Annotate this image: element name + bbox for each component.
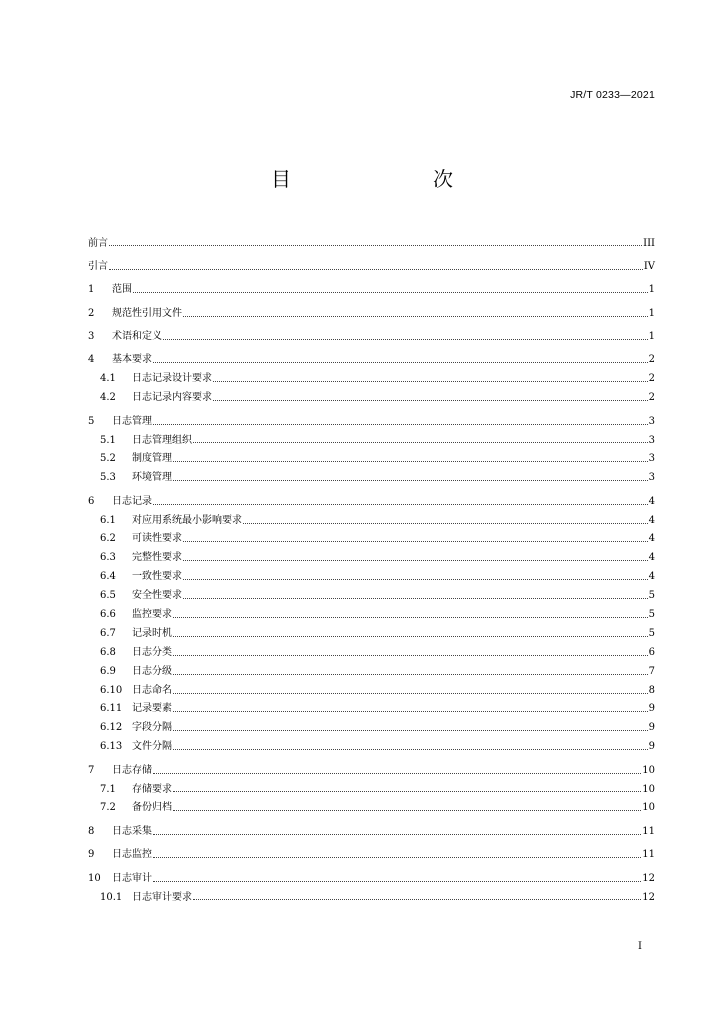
toc-entry-page: 5: [648, 590, 655, 602]
toc-entry-page: 10: [642, 783, 655, 795]
toc-entry[interactable]: [88, 257, 655, 276]
toc-entry-page: 4: [648, 514, 655, 526]
toc-leader-dots: [173, 730, 648, 731]
toc-entry-number: 6.4: [100, 571, 116, 583]
toc-leader-dots: [173, 617, 648, 618]
toc-entry-title: 一致性要求: [132, 571, 182, 583]
toc-leader-dots: [173, 655, 648, 656]
toc-leader-dots: [109, 269, 643, 270]
toc-entry-number: 5.3: [100, 472, 116, 484]
toc-entry-page: 5: [648, 627, 655, 639]
toc-entry-number: 5: [88, 415, 95, 427]
toc-entry[interactable]: [88, 798, 655, 817]
toc-entry-page: 3: [648, 472, 655, 484]
toc-entry-title: 存储要求: [132, 783, 172, 795]
toc-entry-number: 4.1: [100, 373, 116, 385]
toc-entry[interactable]: [88, 586, 655, 605]
toc-entry-page: 1: [648, 284, 655, 296]
toc-entry-title: 日志命名: [132, 684, 172, 696]
toc-entry-title: 完整性要求: [132, 552, 182, 564]
toc-leader-dots: [183, 541, 648, 542]
toc-entry-number: 3: [88, 331, 95, 343]
toc-entry-number: 6.7: [100, 627, 116, 639]
toc-entry-title: 安全性要求: [132, 590, 182, 602]
toc-entry-page: 8: [648, 684, 655, 696]
toc-entry-title: 记录要素: [132, 703, 172, 715]
toc-entry-number: 7: [88, 764, 95, 776]
toc-entry-page: 11: [642, 849, 655, 861]
toc-entry[interactable]: [88, 662, 655, 681]
toc-entry-title: 规范性引用文件: [112, 307, 182, 319]
toc-entry-title: 术语和定义: [112, 331, 162, 343]
toc-leader-dots: [153, 773, 641, 774]
toc-entry[interactable]: [88, 412, 655, 431]
toc-entry-title: 对应用系统最小影响要求: [132, 514, 242, 526]
toc-leader-dots: [153, 881, 641, 882]
toc-leader-dots: [183, 560, 648, 561]
toc-entry-page: 10: [642, 802, 655, 814]
toc-entry-number: 6.8: [100, 646, 116, 658]
toc-entry-number: 5.1: [100, 434, 116, 446]
toc-entry-number: 6: [88, 495, 95, 507]
toc-leader-dots: [173, 674, 648, 675]
toc-entry-title: 基本要求: [112, 354, 152, 366]
toc-entry-page: 11: [642, 825, 655, 837]
toc-leader-dots: [213, 381, 648, 382]
toc-entry-page: IV: [643, 260, 655, 272]
toc-entry-page: 5: [648, 609, 655, 621]
toc-entry[interactable]: [88, 234, 655, 253]
toc-entry-page: 1: [648, 307, 655, 319]
toc-entry[interactable]: [88, 869, 655, 888]
toc-entry-title: 日志管理组织: [132, 434, 192, 446]
toc-leader-dots: [173, 461, 648, 462]
toc-entry-number: 4.2: [100, 392, 116, 404]
toc-leader-dots: [173, 791, 641, 792]
table-of-contents: [88, 229, 655, 906]
toc-entry[interactable]: [88, 280, 655, 299]
toc-leader-dots: [153, 362, 648, 363]
toc-entry-title: 记录时机: [132, 627, 172, 639]
toc-entry-number: 7.1: [100, 783, 116, 795]
toc-entry[interactable]: [88, 492, 655, 511]
toc-entry-title: 日志监控: [112, 849, 152, 861]
toc-entry-page: 2: [648, 392, 655, 404]
toc-entry-page: 4: [648, 533, 655, 545]
toc-entry-page: 3: [648, 434, 655, 446]
toc-entry-title: 前言: [88, 237, 108, 249]
toc-entry-title: 日志记录内容要求: [132, 392, 212, 404]
toc-entry[interactable]: [88, 643, 655, 662]
toc-entry-number: 5.2: [100, 453, 116, 465]
toc-leader-dots: [153, 834, 641, 835]
toc-entry-title: 日志记录: [112, 495, 152, 507]
toc-entry[interactable]: [88, 888, 655, 907]
toc-entry[interactable]: [88, 567, 655, 586]
toc-leader-dots: [173, 693, 648, 694]
toc-entry[interactable]: [88, 350, 655, 369]
toc-entry[interactable]: [88, 699, 655, 718]
toc-leader-dots: [183, 579, 648, 580]
toc-leader-dots: [213, 400, 648, 401]
toc-entry-number: 2: [88, 307, 95, 319]
toc-leader-dots: [153, 857, 641, 858]
toc-entry[interactable]: [88, 737, 655, 756]
toc-entry-number: 10.1: [100, 891, 123, 903]
toc-entry[interactable]: [88, 761, 655, 780]
toc-entry-number: 6.11: [100, 703, 123, 715]
toc-entry-number: 6.9: [100, 665, 116, 677]
toc-entry-number: 6.2: [100, 533, 116, 545]
toc-entry-page: 2: [648, 373, 655, 385]
toc-leader-dots: [173, 810, 641, 811]
toc-entry-page: III: [643, 237, 655, 249]
document-code: JR/T 0233—2021: [570, 89, 655, 101]
toc-entry-number: 6.13: [100, 741, 123, 753]
toc-entry-page: 3: [648, 415, 655, 427]
toc-entry[interactable]: [88, 468, 655, 487]
toc-entry[interactable]: [88, 388, 655, 407]
toc-entry-page: 7: [648, 665, 655, 677]
toc-entry-number: 1: [88, 284, 95, 296]
toc-entry-number: 4: [88, 354, 95, 366]
toc-entry-title: 监控要求: [132, 609, 172, 621]
toc-entry-page: 9: [648, 703, 655, 715]
toc-entry-page: 1: [648, 331, 655, 343]
toc-entry-number: 10: [88, 872, 101, 884]
toc-entry-page: 10: [642, 764, 655, 776]
toc-entry[interactable]: [88, 327, 655, 346]
toc-entry-title: 字段分隔: [132, 722, 172, 734]
toc-entry-page: 4: [648, 495, 655, 507]
toc-entry[interactable]: [88, 369, 655, 388]
toc-entry[interactable]: [88, 431, 655, 450]
toc-leader-dots: [193, 442, 648, 443]
toc-entry-title: 日志存储: [112, 764, 152, 776]
toc-entry-page: 12: [642, 891, 655, 903]
toc-entry-title: 日志管理: [112, 415, 152, 427]
toc-leader-dots: [193, 899, 641, 900]
toc-entry-page: 9: [648, 741, 655, 753]
toc-entry[interactable]: [88, 529, 655, 548]
toc-entry-title: 引言: [88, 260, 108, 272]
toc-entry-number: 6.6: [100, 609, 116, 621]
toc-entry-title: 可读性要求: [132, 533, 182, 545]
toc-entry-number: 9: [88, 849, 95, 861]
toc-leader-dots: [173, 749, 648, 750]
toc-entry[interactable]: [88, 718, 655, 737]
toc-leader-dots: [173, 480, 648, 481]
toc-leader-dots: [153, 424, 648, 425]
toc-leader-dots: [173, 711, 648, 712]
toc-entry-title: 日志审计: [112, 872, 152, 884]
toc-entry[interactable]: [88, 822, 655, 841]
toc-entry[interactable]: [88, 304, 655, 323]
toc-entry-page: 12: [642, 872, 655, 884]
toc-entry-title: 制度管理: [132, 453, 172, 465]
toc-entry[interactable]: [88, 845, 655, 864]
toc-entry-title: 日志审计要求: [132, 891, 192, 903]
toc-entry-title: 日志分级: [132, 665, 172, 677]
page-title: 目 次: [271, 167, 487, 191]
toc-entry[interactable]: [88, 449, 655, 468]
toc-leader-dots: [153, 504, 648, 505]
toc-entry-number: 7.2: [100, 802, 116, 814]
toc-entry-number: 8: [88, 825, 95, 837]
toc-leader-dots: [133, 292, 648, 293]
toc-entry-number: 6.1: [100, 514, 116, 526]
toc-entry[interactable]: [88, 548, 655, 567]
toc-entry-page: 4: [648, 571, 655, 583]
toc-leader-dots: [109, 245, 642, 246]
page-number: I: [638, 941, 642, 952]
toc-entry-number: 6.5: [100, 590, 116, 602]
toc-entry-title: 日志分类: [132, 646, 172, 658]
toc-entry-title: 备份归档: [132, 802, 172, 814]
toc-entry-title: 环境管理: [132, 472, 172, 484]
toc-entry-title: 日志记录设计要求: [132, 373, 212, 385]
toc-entry-number: 6.12: [100, 722, 123, 734]
toc-entry-title: 文件分隔: [132, 741, 172, 753]
toc-entry-title: 日志采集: [112, 825, 152, 837]
toc-entry-page: 6: [648, 646, 655, 658]
toc-entry-page: 2: [648, 354, 655, 366]
toc-leader-dots: [173, 636, 648, 637]
toc-entry-page: 9: [648, 722, 655, 734]
toc-entry-number: 6.3: [100, 552, 116, 564]
toc-leader-dots: [163, 339, 648, 340]
toc-entry[interactable]: [88, 624, 655, 643]
toc-entry[interactable]: [88, 605, 655, 624]
toc-leader-dots: [183, 598, 648, 599]
toc-leader-dots: [183, 316, 648, 317]
toc-entry-page: 3: [648, 453, 655, 465]
toc-entry[interactable]: [88, 681, 655, 700]
toc-leader-dots: [243, 523, 648, 524]
toc-entry[interactable]: [88, 511, 655, 530]
toc-entry-number: 6.10: [100, 684, 123, 696]
toc-entry-page: 4: [648, 552, 655, 564]
toc-entry[interactable]: [88, 780, 655, 799]
toc-entry-title: 范围: [112, 284, 132, 296]
